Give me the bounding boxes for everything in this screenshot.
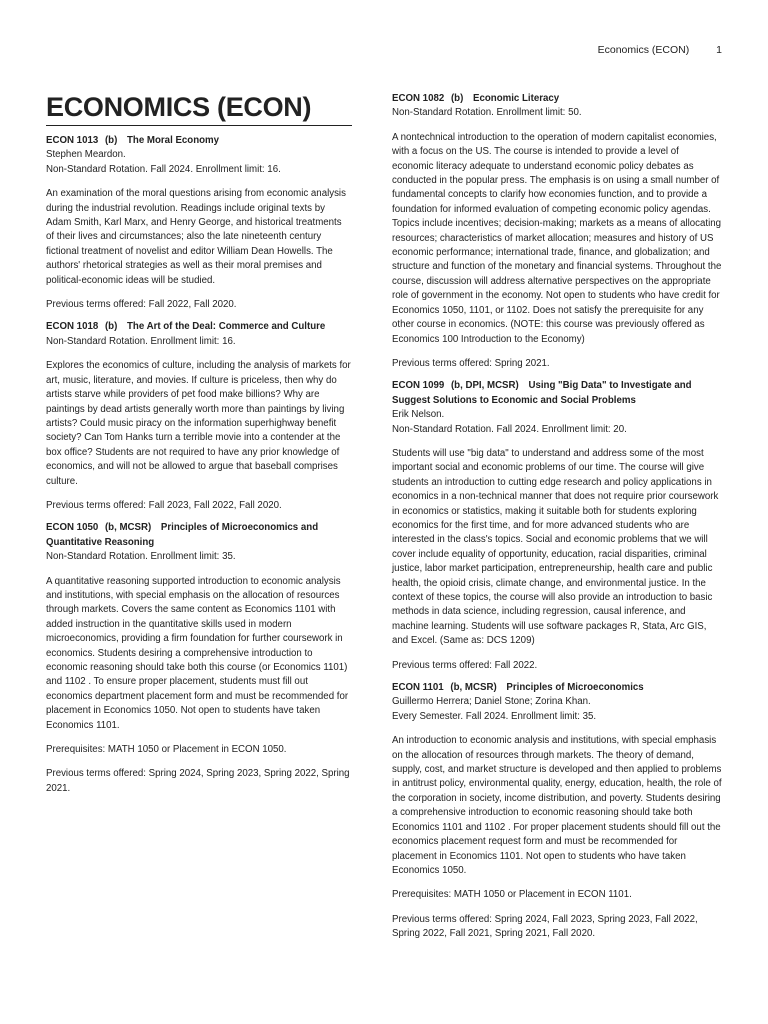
course-code: ECON 1013 <box>46 135 99 146</box>
course-name: Principles of Microeconomics and Quantitative Reasoning <box>46 522 319 548</box>
course-econ-1082 <box>392 92 722 371</box>
course-prerequisites: Prerequisites: MATH 1050 or Placement in ECON 1050. <box>46 744 287 756</box>
course-info: Non-Standard Rotation. Fall 2024. Enrollment limit: 20. <box>392 423 627 435</box>
course-code: ECON 1101 <box>392 682 444 694</box>
right-column <box>392 92 722 942</box>
course-previous-terms: Previous terms offered: Spring 2024, Spring 2023, Spring 2022, Spring 2021. <box>46 768 350 794</box>
course-code: ECON 1082 <box>392 93 445 104</box>
course-instructor: Stephen Meardon. <box>46 149 126 161</box>
course-code: ECON 1018 <box>46 321 99 333</box>
course-info: Non-Standard Rotation. Fall 2024. Enrollment limit: 16. <box>46 163 281 175</box>
course-previous-terms: Previous terms offered: Fall 2022, Fall 2020. <box>46 299 237 311</box>
course-name: Using "Big Data" to Investigate and Suggest Solutions to Economic and Social Problems <box>392 380 692 406</box>
course-name: The Art of the Deal: Commerce and Culture <box>127 321 326 333</box>
course-prerequisites: Prerequisites: MATH 1050 or Placement in ECON 1101. <box>392 889 632 901</box>
course-tags: (b) <box>104 135 118 146</box>
page-number: 1 <box>716 44 722 56</box>
course-name: Principles of Microeconomics <box>506 682 644 694</box>
running-title: Economics (ECON) <box>597 44 690 56</box>
running-header <box>598 44 722 56</box>
course-heading <box>392 92 722 106</box>
course-econ-1050 <box>46 521 352 796</box>
course-instructor: Erik Nelson. <box>392 409 445 421</box>
course-description: An introduction to economic analysis and institutions, with special emphasis on the allocation of resources through markets. The theory of demand, supply, cost, and market structure is developed and then applied to problems in antitrust policy, environmental quality, energy, education, health, the role of the corporation in society, income distribution, and poverty. Students desiring a comprehensive introduction to economic reasoning should take both Economics 1101 and 1102 . For proper placement students should fill out the economics placement request form and must be recommended for placement in Economics 1101. Not open to students who have taken Economics 1050. <box>392 735 722 876</box>
course-name: Economic Literacy <box>473 93 560 104</box>
course-previous-terms: Previous terms offered: Fall 2022. <box>392 659 538 671</box>
course-tags: (b) <box>104 321 118 333</box>
course-tags: (b) <box>450 93 464 104</box>
course-description: Students will use "big data" to understand and address some of the most important social and economic problems of our time. The course will give students an introduction to cutting edge research and policy applications in economics in a non-technical manner that does not require prior coursework in economics or statistics, making it suitable both for students exploring economics for the first time, and for more advanced students who are interested in the class's topics. Social and economic problems that we will cover include equality of opportunity, education, racial disparities, criminal justice, labor market participation, entrepreneurship, health care and public health, the opioid crisis, climate change, and environmental justice. In the context of these topics, the course will also provide an introduction to basic methods in data science, including regression, causal inference, and machine learning. Students will use software packages R, Stata, Arc GIS, and Excel. (Same as: DCS 1209) <box>392 447 719 647</box>
course-heading <box>392 379 722 408</box>
course-tags: (b, DPI, MCSR) <box>450 380 519 392</box>
course-info: Every Semester. Fall 2024. Enrollment limit: 35. <box>392 710 597 722</box>
course-previous-terms: Previous terms offered: Spring 2021. <box>392 357 550 369</box>
course-description: A nontechnical introduction to the operation of modern capitalist economies, with a focus on the US. The course is intended to provide a level of economic literacy adequate to understand economic policy debates as conducted in the popular press. The emphasis is on using a small number of fundamental concepts to clarify how economies function, and to provide a foundation for informed evaluation of competing economic policy agendas. Topics include incentives; decision-making; markets as a means of allocating resources; characteristics of market allocation; measures and history of US economic performance; international trade, finance, and globalization; and structure and function of the monetary and financial systems. Throughout the course, discussion will address alternative perspectives on the appropriate role of government in the economy. Not open to students who have credit for Economics 1050, 1101, or 1102. Does not satisfy the prerequisite for any other course in economics. (NOTE: this course was previously offered as Economics 100 Introduction to the Economy) <box>392 131 722 345</box>
left-column <box>46 92 352 796</box>
course-econ-1018 <box>46 320 352 513</box>
course-previous-terms: Previous terms offered: Spring 2024, Fall 2023, Spring 2023, Fall 2022, Spring 2022, Fall 2021, Spring 2021, Fall 2020. <box>392 913 698 940</box>
course-econ-1099 <box>392 379 722 673</box>
course-heading <box>46 320 352 334</box>
course-tags: (b, MCSR) <box>450 682 497 694</box>
course-description: A quantitative reasoning supported introduction to economic analysis and institutions, with special emphasis on the allocation of resources through markets. Covers the same content as Economics 1101 with added instruction in the quantitative skills used in modern microeconomics, providing a firm foundation for further coursework in economics. Students desiring a comprehensive introduction to economic reasoning should take both this course (or Economics 1101) and 1102 . To ensure proper placement, students must fill out economics department placement form and must be recommended for placement in Economics 1050. Not open to students have taken Economics 1101. <box>46 575 349 731</box>
page-title: ECONOMICS (ECON) <box>46 92 352 126</box>
course-tags: (b, MCSR) <box>104 522 152 534</box>
course-econ-1013 <box>46 134 352 312</box>
course-instructor: Guillermo Herrera; Daniel Stone; Zorina Khan. <box>392 696 591 708</box>
course-description: Explores the economics of culture, including the analysis of markets for art, music, literature, and movies. If culture is priceless, then why do artists starve while providers of pet food make billions? Why are paintings by dead artists generally worth more than paintings by living artists? Could music piracy on the information superhighway benefit society? Can Tom Hanks turn a terrible movie into a contender at the box office? Students are not required to have any prior knowledge of economics, and will not be allowed to argue that baseball comprises culture. <box>46 360 351 487</box>
course-description: An examination of the moral questions arising from economic analysis during the industrial revolution. Readings include original texts by Adam Smith, Karl Marx, and Henry George, and historical treatments of their lives and circumstances; also the late nineteenth century fictional treatment of novelist and editor William Dean Howells. The authors' rhetorical strategies as well as their moral premises and political-economic ideas will be studied. <box>46 188 346 286</box>
course-code: ECON 1099 <box>392 380 445 392</box>
course-heading <box>392 681 722 695</box>
course-info: Non-Standard Rotation. Enrollment limit: 16. <box>46 335 236 347</box>
course-name: The Moral Economy <box>127 135 220 146</box>
course-info: Non-Standard Rotation. Enrollment limit: 50. <box>392 107 582 119</box>
course-code: ECON 1050 <box>46 522 99 534</box>
course-info: Non-Standard Rotation. Enrollment limit: 35. <box>46 551 236 563</box>
course-econ-1101 <box>392 681 722 942</box>
course-heading <box>46 521 352 550</box>
course-previous-terms: Previous terms offered: Fall 2023, Fall 2022, Fall 2020. <box>46 499 282 511</box>
course-heading <box>46 134 352 148</box>
